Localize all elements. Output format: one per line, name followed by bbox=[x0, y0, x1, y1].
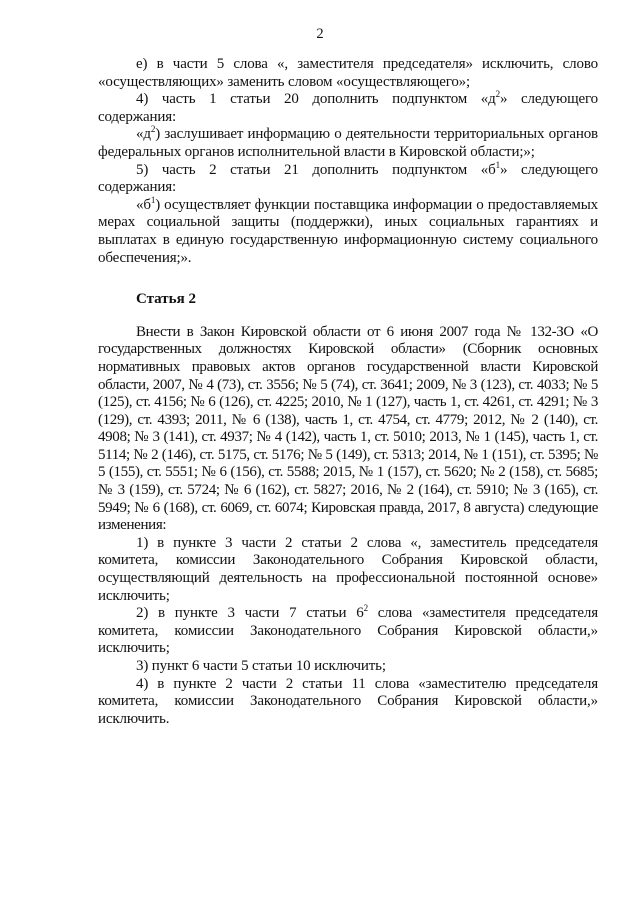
article-2-intro: Внести в Закон Кировской области от 6 июня 2007 года № 132-ЗО «О государственных должностях Кировской области» (Сборник основных нормативных правовых актов органов государственной власти Кировской области, 2007, № 4 (73), ст. 3556; № 5 (74), ст. 3641; 2009, № 3 (123), ст. 4033; № 5 (125), ст. 4156; № 6 (126), ст. 4225; 2010, № 1 (127), часть 1, ст. 4261, ст. 4291; № 3 (129), ст. 4393; 2011, № 6 (138), часть 1, ст. 4754, ст. 4779; 2012, № 2 (140), ст. 4908; № 3 (141), ст. 4937; № 4 (142), часть 1, ст. 5010; 2013, № 1 (145), часть 1, ст. 5114; № 2 (146), ст. 5175, ст. 5176; № 5 (149), ст. 5313; 2014, № 1 (151), ст. 5395; № 5 (155), ст. 5551; № 6 (156), ст. 5588; 2015, № 1 (157), ст. 5620; № 2 (158), ст. 5685; № 3 (159), ст. 5724; № 6 (162), ст. 5827; 2016, № 2 (164), ст. 5910; № 3 (165), ст. 5949; № 6 (168), ст. 6069, ст. 6074; Кировская правда, 2017, 8 августа) следующие изменения: bbox=[98, 323, 598, 534]
paragraph-item-e: е) в части 5 слова «, заместителя председателя» исключить, слово «осуществляющих» заменить словом «осуществляющего»; bbox=[98, 56, 598, 90]
article-2-item-1: 1) в пункте 3 части 2 статьи 2 слова «, заместитель председателя комитета, комиссии Законодательного Собрания Кировской области, осуществляющий деятельность на профессиональной постоянной основе» исключить; bbox=[98, 534, 598, 604]
paragraph-subitem-d2: «$д^2$) заслушивает информацию о деятельности территориальных органов федеральных органов исполнительной власти в Кировской области;»; bbox=[98, 124, 598, 160]
article-2-item-2: 2) в пункте 3 части 7 статьи $6^2$ слова «заместителя председателя комитета, комиссии Законодательного Собрания Кировской области,» исключить; bbox=[98, 603, 598, 657]
paragraph-item-5: 5) часть 2 статьи 21 дополнить подпунктом «$б^1$» следующего содержания: bbox=[98, 159, 598, 196]
paragraph-item-4: 4) часть 1 статьи 20 дополнить подпунктом «$д^2$» следующего содержания: bbox=[98, 89, 598, 125]
document-body bbox=[98, 56, 598, 728]
page-number: 2 bbox=[316, 26, 324, 42]
article-2-item-3: 3) пункт 6 части 5 статьи 10 исключить; bbox=[136, 658, 386, 674]
article-2-item-4: 4) в пункте 2 части 2 статьи 11 слова «заместителю председателя комитета, комиссии Законодательного Собрания Кировской области,» исключить. bbox=[98, 675, 598, 727]
paragraph-subitem-b1: «$б^1$) осуществляет функции поставщика информации о предоставляемых мерах социальной защиты (поддержки), иных социальных гарантиях и выплатах в единую государственную информационную систему социального обеспечения;». bbox=[98, 194, 598, 266]
article-2-title: Статья 2 bbox=[136, 291, 196, 308]
